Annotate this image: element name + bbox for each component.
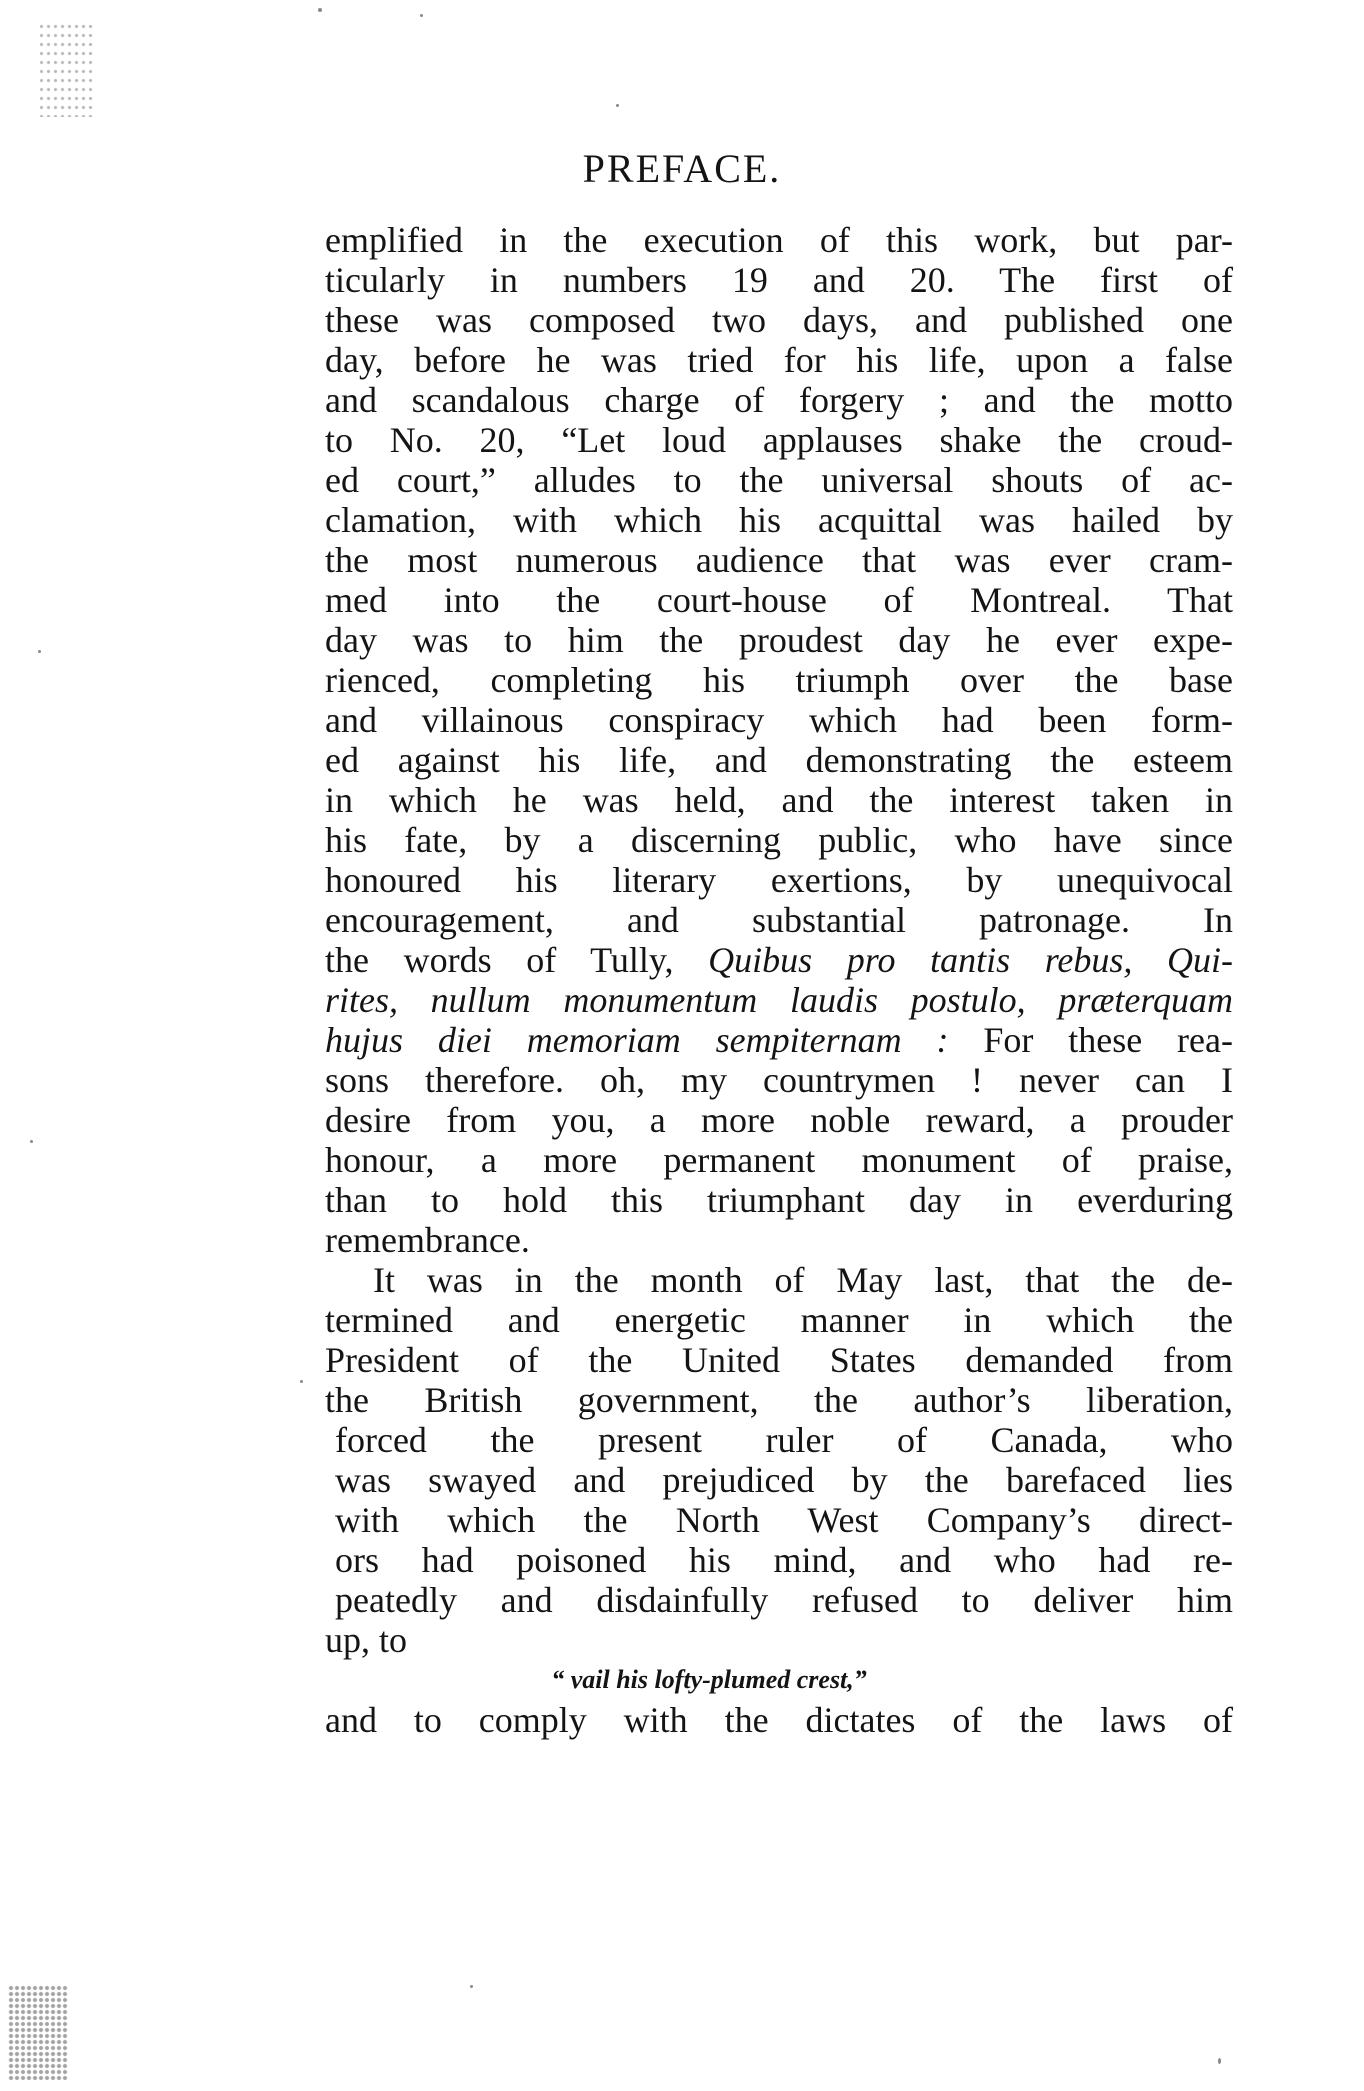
scan-speck xyxy=(318,8,322,12)
scan-speck xyxy=(30,1140,33,1143)
text-line: encouragement, and substantial patronage. In xyxy=(325,900,1233,940)
text-line: honour, a more permanent monument of praise, xyxy=(325,1140,1233,1180)
text-line: day, before he was tried for his life, upon a false xyxy=(325,340,1233,380)
scan-speck xyxy=(300,1380,303,1383)
text-line: clamation, with which his acquittal was hailed by xyxy=(325,500,1233,540)
text-line: than to hold this triumphant day in everduring xyxy=(325,1180,1233,1220)
latin-quote: hujus diei memoriam sempiternam : xyxy=(325,1020,984,1060)
scan-smudge-bottom-left xyxy=(8,1985,68,2080)
body-text xyxy=(325,220,1233,1740)
text-line: sons therefore. oh, my countrymen ! never can I xyxy=(325,1060,1233,1100)
text-line: desire from you, a more noble reward, a prouder xyxy=(325,1100,1233,1140)
text-line: ticularly in numbers 19 and 20. The first of xyxy=(325,260,1233,300)
text-line: up, to xyxy=(325,1620,408,1660)
text-line: ed court,” alludes to the universal shouts of ac- xyxy=(325,460,1233,500)
text-line: President of the United States demanded from xyxy=(325,1340,1233,1380)
text-line: peatedly and disdainfully refused to deliver him xyxy=(335,1580,1233,1620)
verse-motto: “ vail his lofty-plumed crest,” xyxy=(551,1665,867,1694)
text-line: ed against his life, and demonstrating the esteem xyxy=(325,740,1233,780)
text-line: in which he was held, and the interest taken in xyxy=(325,780,1233,820)
text-line: med into the court-house of Montreal. That xyxy=(325,580,1233,620)
text-line: these was composed two days, and published one xyxy=(325,300,1233,340)
text-line: to No. 20, “Let loud applauses shake the croud- xyxy=(325,420,1233,460)
text-line: and villainous conspiracy which had been form- xyxy=(325,700,1233,740)
scan-speck xyxy=(38,650,41,653)
latin-quote-line xyxy=(325,940,1233,980)
latin-quote-line xyxy=(325,1020,1233,1060)
text-line: his fate, by a discerning public, who have since xyxy=(325,820,1233,860)
text-line: and to comply with the dictates of the laws of xyxy=(325,1700,1233,1740)
scan-speck xyxy=(420,14,423,17)
scan-speck xyxy=(1218,2058,1221,2064)
paragraph-end-line: remembrance. xyxy=(325,1220,530,1260)
text-line: ors had poisoned his mind, and who had re- xyxy=(335,1540,1233,1580)
latin-quote-line xyxy=(325,980,1233,1020)
latin-quote: Quibus pro tantis rebus, Qui- xyxy=(708,940,1233,980)
text-line: honoured his literary exertions, by unequivocal xyxy=(325,860,1233,900)
running-head: PREFACE. xyxy=(582,146,782,191)
text-run: the words of Tully, xyxy=(325,940,709,980)
scan-speck xyxy=(616,104,619,107)
text-line: forced the present ruler of Canada, who xyxy=(335,1420,1233,1460)
text-line: the most numerous audience that was ever cram- xyxy=(325,540,1233,580)
latin-quote: rites, nullum monumentum laudis postulo, præterquam xyxy=(325,980,1233,1020)
text-line: the British government, the author’s liberation, xyxy=(325,1380,1233,1420)
text-run: For these rea- xyxy=(983,1020,1233,1060)
text-line: and scandalous charge of forgery ; and the motto xyxy=(325,380,1233,420)
text-line: day was to him the proudest day he ever expe- xyxy=(325,620,1233,660)
text-line: termined and energetic manner in which the xyxy=(325,1300,1233,1340)
scan-smudge-top-left xyxy=(38,22,93,117)
text-line: with which the North West Company’s direct- xyxy=(335,1500,1233,1540)
paragraph-start-line: It was in the month of May last, that the de- xyxy=(373,1260,1233,1300)
text-line: was swayed and prejudiced by the barefaced lies xyxy=(335,1460,1233,1500)
text-line: emplified in the execution of this work, but par- xyxy=(325,220,1233,260)
scan-speck xyxy=(470,1985,473,1988)
text-line: rienced, completing his triumph over the base xyxy=(325,660,1233,700)
